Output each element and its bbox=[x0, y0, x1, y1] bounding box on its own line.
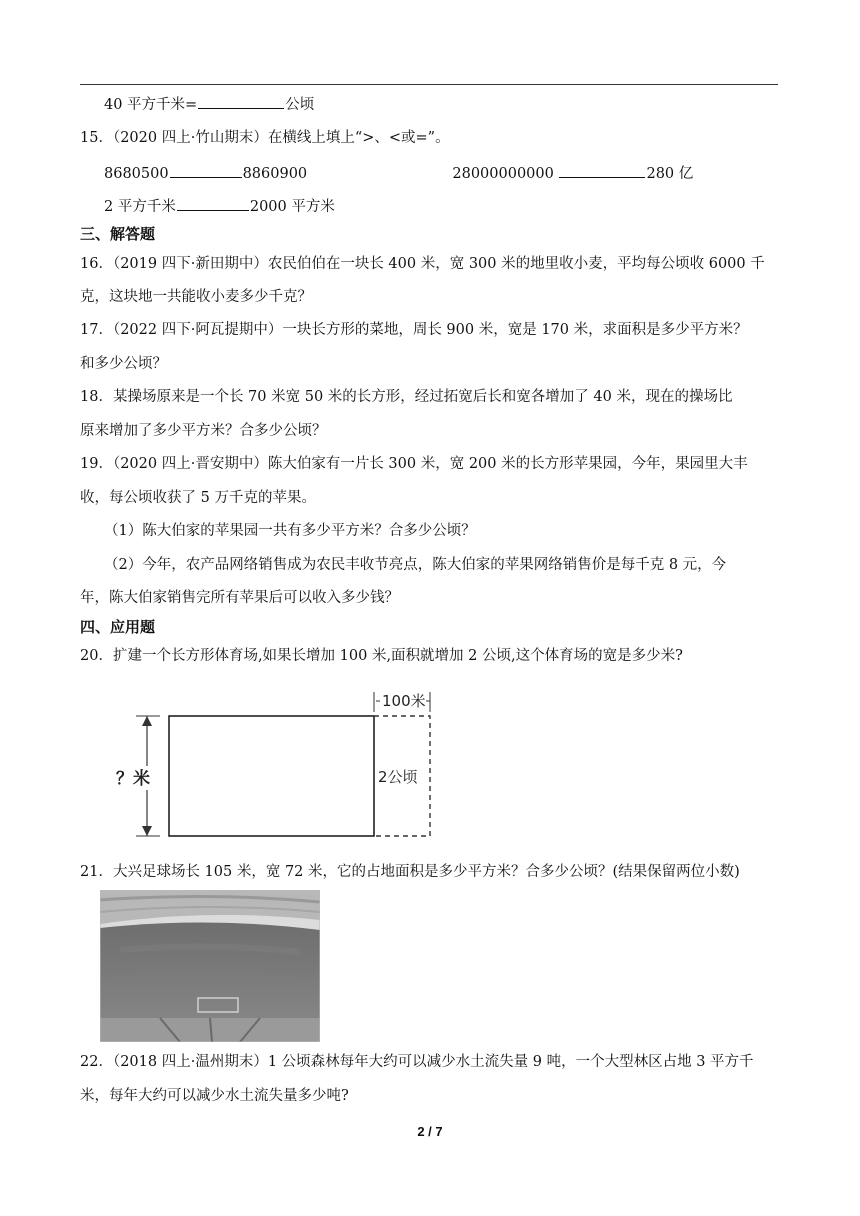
q14-tail-text: 40 平方千米= bbox=[104, 97, 198, 113]
q19-line-1: 19．（2020 四上·晋安期中）陈大伯家有一片长 300 米，宽 200 米的长方形苹果园，今年，果园里大丰 bbox=[80, 456, 748, 472]
q15-row-1 bbox=[104, 163, 814, 184]
field-rectangle bbox=[169, 716, 374, 836]
header-rule bbox=[80, 84, 778, 85]
side-label: ？米 bbox=[116, 769, 150, 789]
q15-row-2 bbox=[104, 196, 814, 217]
q22-line-1: 22．（2018 四上·温州期末）1 公顷森林每年大约可以减少水土流失量 9 吨，一个大型林区占地 3 平方千 bbox=[80, 1054, 754, 1070]
q16-line-2: 克，这块地一共能收小麦多少千克？ bbox=[80, 289, 312, 305]
q15-c-left: 2 平方千米 bbox=[104, 199, 176, 215]
area-label: 2公顷 bbox=[378, 768, 418, 786]
q14-tail-unit: 公顷 bbox=[285, 97, 315, 113]
q21-line: 21．大兴足球场长 105 米，宽 72 米，它的占地面积是多少平方米？合多少公顷？(结果保留两位小数) bbox=[80, 864, 740, 880]
q17-line-2: 和多少公顷？ bbox=[80, 356, 167, 372]
top-label: 100米 bbox=[382, 692, 426, 710]
answer-blank[interactable] bbox=[559, 163, 645, 178]
q15-a-right: 8860900 bbox=[242, 166, 308, 182]
page-number: 2 / 7 bbox=[417, 1124, 443, 1139]
arrowhead-down bbox=[142, 826, 152, 836]
section-4-heading: 四、应用题 bbox=[80, 618, 156, 636]
q20-rectangle-diagram bbox=[114, 684, 444, 844]
q19-line-5: 年，陈大伯家销售完所有苹果后可以收入多少钱？ bbox=[80, 590, 399, 606]
q15-b-left: 28000000000 bbox=[452, 166, 554, 182]
section-3-heading: 三、解答题 bbox=[80, 225, 156, 243]
q18-line-2: 原来增加了多少平方米？合多少公顷？ bbox=[80, 423, 327, 439]
q16-line-1: 16．（2019 四下·新田期中）农民伯伯在一块长 400 米，宽 300 米的地里收小麦，平均每公顷收 6000 千 bbox=[80, 256, 765, 272]
q15-a-left: 8680500 bbox=[104, 166, 169, 182]
q17-line-1: 17．（2022 四下·阿瓦提期中）一块长方形的菜地，周长 900 米，宽是 170 米，求面积是多少平方米？ bbox=[80, 322, 748, 338]
q15-prompt: 15．（2020 四上·竹山期末）在横线上填上“>、<或=”。 bbox=[80, 130, 450, 146]
q19-sub-2: （2）今年，农产品网络销售成为农民丰收节亮点，陈大伯家的苹果网络销售价是每千克 8 元，今 bbox=[104, 557, 727, 573]
q20-line: 20．扩建一个长方形体育场,如果长增加 100 米,面积就增加 2 公顷,这个体育场的宽是多少米? bbox=[80, 648, 683, 664]
q14-tail bbox=[104, 94, 814, 115]
answer-blank[interactable] bbox=[177, 196, 249, 211]
q15-b-right: 280 亿 bbox=[646, 166, 694, 182]
answer-blank[interactable] bbox=[170, 163, 242, 178]
q19-line-2: 收，每公顷收获了 5 万千克的苹果。 bbox=[80, 490, 316, 506]
football-stadium-photo bbox=[100, 890, 320, 1042]
arrowhead-up bbox=[142, 716, 152, 726]
answer-blank[interactable] bbox=[198, 94, 284, 109]
q15-c-right: 2000 平方米 bbox=[249, 199, 335, 215]
q19-sub-1: （1）陈大伯家的苹果园一共有多少平方米？合多少公顷？ bbox=[104, 523, 476, 539]
q18-line-1: 18．某操场原来是一个长 70 米宽 50 米的长方形，经过拓宽后长和宽各增加了 40 米，现在的操场比 bbox=[80, 389, 733, 405]
q22-line-2: 米，每年大约可以减少水土流失量多少吨? bbox=[80, 1088, 349, 1104]
